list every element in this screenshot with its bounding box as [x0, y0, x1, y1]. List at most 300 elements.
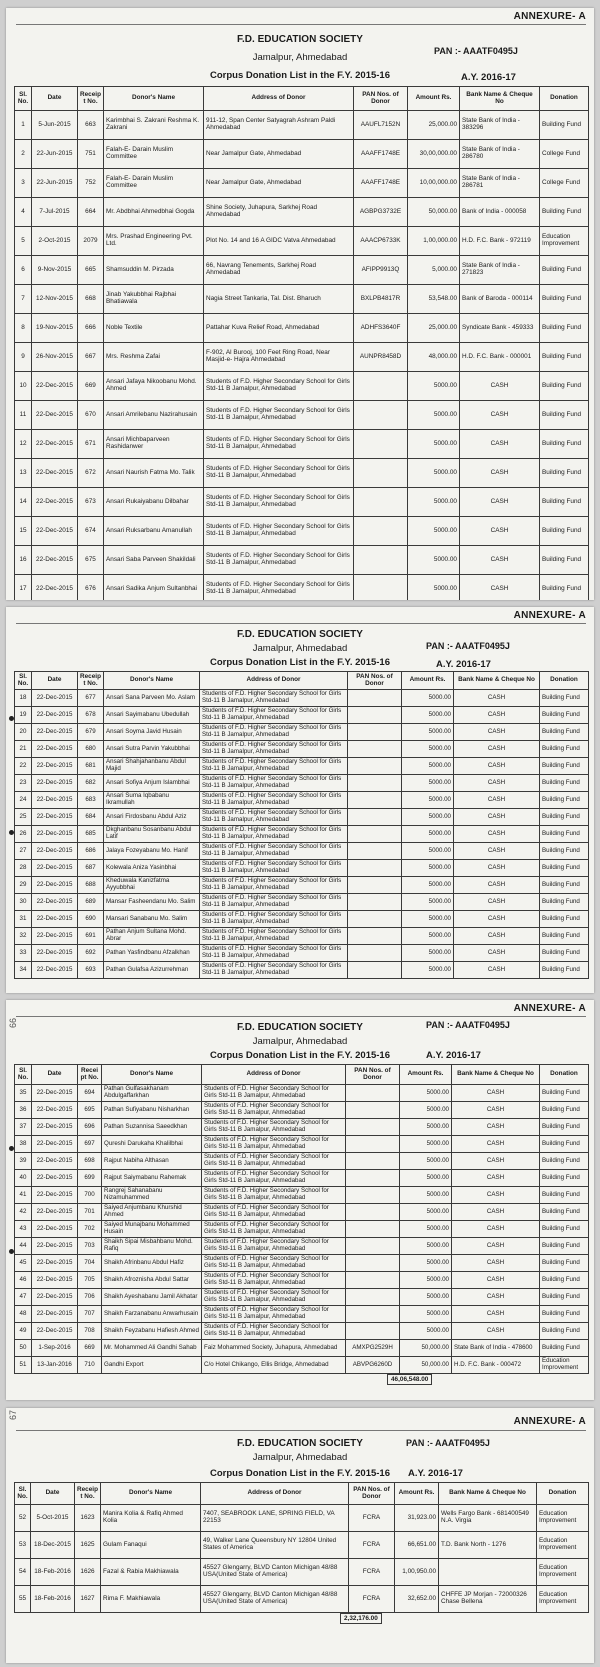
cell-receipt-no: 670 [78, 401, 104, 430]
cell-bank-cheque: CASH [454, 928, 540, 945]
cell-donor-address: 66, Navrang Tenements, Sarkhej Road Ahmedabad [204, 256, 354, 285]
col-donation-header: Donation [537, 1483, 589, 1505]
table-row [15, 1289, 589, 1306]
cell-date: 22-Dec-2015 [32, 928, 78, 945]
cell-bank-cheque: CASH [454, 707, 540, 724]
table-row [15, 1204, 589, 1221]
cell-amount: 5000.00 [400, 1153, 452, 1170]
cell-donation-type: Building Fund [540, 945, 589, 962]
cell-date: 22-Dec-2015 [32, 690, 78, 707]
table-row [15, 809, 589, 826]
col-pan-header: PAN Nos. of Donor [348, 672, 402, 690]
cell-donation-type: Building Fund [540, 1102, 589, 1119]
cell-receipt-no: 688 [78, 877, 104, 894]
cell-donor-name: Ansari Soyma Javid Husain [104, 724, 200, 741]
cell-date: 18-Dec-2015 [31, 1532, 75, 1559]
cell-date: 9-Nov-2015 [32, 256, 78, 285]
cell-sl-no: 33 [15, 945, 32, 962]
cell-bank-cheque: H.D. F.C. Bank - 000472 [452, 1357, 540, 1374]
page-number: 67 [8, 1409, 19, 1421]
cell-donation-type: Building Fund [540, 372, 589, 401]
cell-donation-type: Building Fund [540, 962, 589, 979]
cell-donor-address: Students of F.D. Higher Secondary School for Girls Std-11 B Jamalpur, Ahmedabad [202, 1272, 346, 1289]
cell-donor-address: Students of F.D. Higher Secondary School for Girls Std-11 B Jamalpur, Ahmedabad [204, 575, 354, 601]
cell-donor-name: Ansari Sadika Anjum Sultanbhai [104, 575, 204, 601]
col-date-header: Date [32, 87, 78, 111]
cell-donor-address: Students of F.D. Higher Secondary School for Girls Std-11 B Jamalpur, Ahmedabad [204, 546, 354, 575]
cell-receipt-no: 700 [78, 1187, 102, 1204]
cell-donation-type: Building Fund [540, 1272, 589, 1289]
cell-receipt-no: 706 [78, 1289, 102, 1306]
cell-date: 22-Dec-2015 [32, 1187, 78, 1204]
cell-receipt-no: 678 [78, 707, 104, 724]
cell-date: 22-Dec-2015 [32, 945, 78, 962]
society-name: F.D. EDUCATION SOCIETY [237, 1022, 363, 1033]
cell-bank-cheque: CASH [460, 430, 540, 459]
cell-date: 22-Dec-2015 [32, 758, 78, 775]
cell-receipt-no: 669 [78, 1340, 102, 1357]
cell-amount: 32,652.00 [395, 1586, 439, 1613]
cell-sl-no: 4 [15, 198, 32, 227]
cell-amount: 5000.00 [402, 826, 454, 843]
cell-amount: 5000.00 [402, 809, 454, 826]
table-row [15, 459, 589, 488]
table-row [15, 724, 589, 741]
cell-donor-address: Students of F.D. Higher Secondary School for Girls Std-11 B Jamalpur, Ahmedabad [202, 1323, 346, 1340]
cell-amount: 30,00,000.00 [408, 140, 460, 169]
col-amount-header: Amount Rs. [400, 1065, 452, 1085]
cell-pan [346, 1272, 400, 1289]
cell-donation-type: Building Fund [540, 1306, 589, 1323]
cell-sl-no: 21 [15, 741, 32, 758]
cell-sl-no: 20 [15, 724, 32, 741]
cell-bank-cheque [439, 1559, 537, 1586]
page-total: 46,06,548.00 [387, 1374, 432, 1385]
cell-sl-no: 17 [15, 575, 32, 601]
cell-bank-cheque: CASH [452, 1323, 540, 1340]
cell-donor-address: Students of F.D. Higher Secondary School for Girls Std-11 B Jamalpur, Ahmedabad [202, 1119, 346, 1136]
cell-donor-address: F-902, Al Burooj, 100 Feet Ring Road, Near Masjid-e- Hajra Ahmedabad [204, 343, 354, 372]
cell-donor-name: Rima F. Makhiawala [101, 1586, 201, 1613]
society-name: F.D. EDUCATION SOCIETY [237, 34, 363, 45]
cell-date: 22-Dec-2015 [32, 724, 78, 741]
cell-pan [346, 1187, 400, 1204]
cell-pan: AAUFL7152N [354, 111, 408, 140]
annexure-label: ANNEXURE- A [513, 11, 586, 22]
cell-pan [354, 575, 408, 601]
cell-donor-name: Ansari Suma Iqbabanu Ikramullah [104, 792, 200, 809]
cell-date: 22-Dec-2015 [32, 962, 78, 979]
cell-bank-cheque: CASH [454, 826, 540, 843]
list-title: Corpus Donation List in the F.Y. 2015-16 [209, 70, 390, 81]
cell-donor-address: Students of F.D. Higher Secondary School for Girls Std-11 B Jamalpur, Ahmedabad [200, 945, 348, 962]
table-row [15, 877, 589, 894]
cell-sl-no: 29 [15, 877, 32, 894]
cell-pan: AFIPP9913Q [354, 256, 408, 285]
divider [16, 1430, 586, 1431]
table-row [15, 430, 589, 459]
document-page-3 [6, 1000, 594, 1400]
cell-pan: FCRA [349, 1586, 395, 1613]
cell-date: 22-Dec-2015 [32, 826, 78, 843]
table-row [15, 1085, 589, 1102]
cell-bank-cheque: CASH [460, 401, 540, 430]
cell-bank-cheque: State Bank of India - 271823 [460, 256, 540, 285]
table-row [15, 1559, 589, 1586]
assessment-year: A.Y. 2016-17 [408, 1468, 463, 1479]
cell-bank-cheque: Bank of Baroda - 000114 [460, 285, 540, 314]
table-row [15, 343, 589, 372]
table-row [15, 1586, 589, 1613]
cell-sl-no: 12 [15, 430, 32, 459]
cell-donor-address: Students of F.D. Higher Secondary School for Girls Std-11 B Jamalpur, Ahmedabad [200, 928, 348, 945]
cell-sl-no: 48 [15, 1306, 32, 1323]
cell-receipt-no: 1627 [75, 1586, 101, 1613]
table-row [15, 1357, 589, 1374]
table-row [15, 792, 589, 809]
annexure-label: ANNEXURE- A [513, 1003, 586, 1014]
divider [16, 24, 586, 25]
cell-date: 22-Dec-2015 [32, 894, 78, 911]
cell-bank-cheque: CASH [454, 792, 540, 809]
cell-receipt-no: 682 [78, 775, 104, 792]
cell-date: 2-Oct-2015 [32, 227, 78, 256]
cell-bank-cheque: State Bank of India - 286781 [460, 169, 540, 198]
cell-receipt-no: 1626 [75, 1559, 101, 1586]
cell-sl-no: 52 [15, 1505, 31, 1532]
cell-sl-no: 15 [15, 517, 32, 546]
cell-bank-cheque: CHFFE JP Morjan - 72000326 Chase Bellena [439, 1586, 537, 1613]
city: Jamalpur, Ahmedabad [252, 52, 348, 63]
cell-pan [346, 1306, 400, 1323]
cell-donor-address: Shine Society, Juhapura, Sarkhej Road Ahmedabad [204, 198, 354, 227]
cell-sl-no: 6 [15, 256, 32, 285]
cell-date: 22-Dec-2015 [32, 1204, 78, 1221]
cell-receipt-no: 704 [78, 1255, 102, 1272]
cell-amount: 5000.00 [400, 1136, 452, 1153]
cell-date: 19-Nov-2015 [32, 314, 78, 343]
cell-donor-name: Ansari Michbaparveen Rashidanwer [104, 430, 204, 459]
cell-date: 12-Nov-2015 [32, 285, 78, 314]
cell-sl-no: 50 [15, 1340, 32, 1357]
cell-donation-type: Building Fund [540, 1153, 589, 1170]
cell-donor-name: Ansari Amrilebanu Nazirahusain [104, 401, 204, 430]
cell-sl-no: 46 [15, 1272, 32, 1289]
cell-receipt-no: 681 [78, 758, 104, 775]
cell-pan: ABVPG6260D [346, 1357, 400, 1374]
cell-donation-type: Building Fund [540, 741, 589, 758]
cell-donor-name: Shaikh Farzanabanu Anwarhusain [102, 1306, 202, 1323]
cell-donation-type: Building Fund [540, 911, 589, 928]
cell-receipt-no: 687 [78, 860, 104, 877]
cell-bank-cheque: CASH [460, 575, 540, 601]
cell-donor-name: Ansari Sana Parveen Mo. Aslam [104, 690, 200, 707]
cell-sl-no: 47 [15, 1289, 32, 1306]
cell-sl-no: 37 [15, 1119, 32, 1136]
cell-donation-type: Building Fund [540, 1221, 589, 1238]
cell-donor-address: Students of F.D. Higher Secondary School for Girls Std-11 B Jamalpur, Ahmedabad [204, 430, 354, 459]
col-bank-cheque-header: Bank Name & Cheque No [454, 672, 540, 690]
cell-receipt-no: 663 [78, 111, 104, 140]
cell-donor-name: Shaikh Sipai Misbahbanu Mohd. Rafiq [102, 1238, 202, 1255]
col-donor-name-header: Donor's Name [102, 1065, 202, 1085]
cell-bank-cheque: CASH [452, 1187, 540, 1204]
cell-date: 22-Dec-2015 [32, 372, 78, 401]
table-row [15, 488, 589, 517]
cell-date: 22-Dec-2015 [32, 1255, 78, 1272]
table-row [15, 546, 589, 575]
cell-amount: 66,651.00 [395, 1532, 439, 1559]
col-sl-no-header: Sl. No. [15, 1483, 31, 1505]
cell-amount: 5000.00 [400, 1102, 452, 1119]
table-row [15, 1187, 589, 1204]
cell-bank-cheque: CASH [452, 1204, 540, 1221]
cell-donor-name: Mrs. Prashad Engineering Pvt. Ltd. [104, 227, 204, 256]
cell-donor-address: 49, Walker Lane Queensbury NY 12804 United States of America [201, 1532, 349, 1559]
cell-amount: 48,000.00 [408, 343, 460, 372]
cell-receipt-no: 664 [78, 198, 104, 227]
cell-amount: 5000.00 [402, 724, 454, 741]
cell-amount: 5000.00 [408, 430, 460, 459]
cell-donor-address: Students of F.D. Higher Secondary School for Girls Std-11 B Jamalpur, Ahmedabad [200, 894, 348, 911]
col-donation-header: Donation [540, 672, 589, 690]
cell-date: 22-Dec-2015 [32, 1085, 78, 1102]
cell-sl-no: 30 [15, 894, 32, 911]
cell-donor-address: Students of F.D. Higher Secondary School for Girls Std-11 B Jamalpur, Ahmedabad [204, 459, 354, 488]
cell-receipt-no: 693 [78, 962, 104, 979]
cell-donor-name: Pathan Suzannisa Saeedkhan [102, 1119, 202, 1136]
cell-sl-no: 42 [15, 1204, 32, 1221]
cell-donor-name: Fazal & Rabia Makhiawala [101, 1559, 201, 1586]
cell-receipt-no: 696 [78, 1119, 102, 1136]
col-date-header: Date [32, 672, 78, 690]
cell-donation-type: Building Fund [540, 488, 589, 517]
cell-bank-cheque: CASH [452, 1238, 540, 1255]
col-donor-name-header: Donor's Name [101, 1483, 201, 1505]
cell-donor-address: Plot No. 14 and 16 A GIDC Vatva Ahmedabad [204, 227, 354, 256]
cell-receipt-no: 668 [78, 285, 104, 314]
cell-amount: 5000.00 [400, 1255, 452, 1272]
cell-donation-type: Building Fund [540, 1204, 589, 1221]
cell-date: 22-Dec-2015 [32, 707, 78, 724]
cell-donor-name: Saiyed Munajbanu Mohammed Husain [102, 1221, 202, 1238]
cell-donor-address: Students of F.D. Higher Secondary School for Girls Std-11 B Jamalpur, Ahmedabad [202, 1204, 346, 1221]
cell-amount: 5000.00 [402, 860, 454, 877]
cell-donor-address: Students of F.D. Higher Secondary School for Girls Std-11 B Jamalpur, Ahmedabad [202, 1136, 346, 1153]
cell-donation-type: Building Fund [540, 1238, 589, 1255]
cell-amount: 5000.00 [408, 372, 460, 401]
cell-donation-type: Education Improvement [537, 1586, 589, 1613]
cell-receipt-no: 673 [78, 488, 104, 517]
cell-date: 22-Dec-2015 [32, 1102, 78, 1119]
cell-bank-cheque: CASH [452, 1136, 540, 1153]
col-receipt-no-header: Receipt No. [78, 87, 104, 111]
cell-receipt-no: 690 [78, 911, 104, 928]
cell-donor-address: Students of F.D. Higher Secondary School for Girls Std-11 B Jamalpur, Ahmedabad [202, 1289, 346, 1306]
cell-bank-cheque: CASH [454, 860, 540, 877]
cell-pan [348, 928, 402, 945]
cell-donation-type: Building Fund [540, 809, 589, 826]
table-row [15, 826, 589, 843]
cell-donation-type: Building Fund [540, 1136, 589, 1153]
cell-sl-no: 18 [15, 690, 32, 707]
cell-donor-address: Students of F.D. Higher Secondary School for Girls Std-11 B Jamalpur, Ahmedabad [202, 1255, 346, 1272]
cell-donation-type: Education Improvement [537, 1559, 589, 1586]
assessment-year: A.Y. 2016-17 [436, 659, 491, 670]
cell-amount: 5000.00 [402, 945, 454, 962]
cell-donor-name: Gulam Fanaqui [101, 1532, 201, 1559]
cell-bank-cheque: CASH [452, 1306, 540, 1323]
page-total: 2,32,176.00 [340, 1613, 382, 1624]
cell-amount: 5000.00 [402, 843, 454, 860]
cell-donor-name: Qureshi Darukaha Khalilbhai [102, 1136, 202, 1153]
cell-date: 22-Dec-2015 [32, 1119, 78, 1136]
cell-bank-cheque: CASH [452, 1085, 540, 1102]
cell-donation-type: Building Fund [540, 1085, 589, 1102]
table-row [15, 707, 589, 724]
cell-bank-cheque: T.D. Bank North - 1276 [439, 1532, 537, 1559]
cell-donor-name: Shaikh Afrinbanu Abdul Hafiz [102, 1255, 202, 1272]
cell-donor-address: Students of F.D. Higher Secondary School for Girls Std-11 B Jamalpur, Ahmedabad [200, 707, 348, 724]
cell-date: 22-Dec-2015 [32, 843, 78, 860]
donation-table-4 [14, 1482, 589, 1613]
cell-donation-type: Building Fund [540, 401, 589, 430]
cell-sl-no: 25 [15, 809, 32, 826]
cell-donation-type: Building Fund [540, 198, 589, 227]
cell-receipt-no: 708 [78, 1323, 102, 1340]
cell-sl-no: 55 [15, 1586, 31, 1613]
col-date-header: Date [31, 1483, 75, 1505]
col-donor-address-header: Address of Donor [204, 87, 354, 111]
cell-bank-cheque: CASH [452, 1119, 540, 1136]
cell-donation-type: Building Fund [540, 707, 589, 724]
cell-donor-name: Ansari Naurish Fatma Mo. Talik [104, 459, 204, 488]
cell-pan: AUNPR8458D [354, 343, 408, 372]
cell-donor-name: Shaikh Feyzabanu Hafiesh Ahmed [102, 1323, 202, 1340]
cell-date: 22-Dec-2015 [32, 1153, 78, 1170]
cell-donor-address: 45527 Glengarry, BLVD Canton Michigan 48/88 USA(United State of America) [201, 1559, 349, 1586]
cell-pan [346, 1238, 400, 1255]
cell-sl-no: 44 [15, 1238, 32, 1255]
pan-number: PAN :- AAATF0495J [406, 1438, 490, 1448]
cell-bank-cheque: CASH [454, 877, 540, 894]
cell-bank-cheque: CASH [454, 962, 540, 979]
cell-donor-name: Mansari Sanabanu Mo. Salim [104, 911, 200, 928]
table-row [15, 1238, 589, 1255]
cell-pan [346, 1102, 400, 1119]
cell-bank-cheque: CASH [454, 775, 540, 792]
cell-pan [346, 1221, 400, 1238]
table-row [15, 741, 589, 758]
cell-sl-no: 35 [15, 1085, 32, 1102]
cell-bank-cheque: CASH [452, 1289, 540, 1306]
cell-donor-name: Ansari Sutra Parvin Yakubbhai [104, 741, 200, 758]
city: Jamalpur, Ahmedabad [252, 643, 348, 654]
list-title: Corpus Donation List in the F.Y. 2015-16 [209, 1468, 390, 1479]
cell-donation-type: Building Fund [540, 758, 589, 775]
cell-sl-no: 26 [15, 826, 32, 843]
cell-donor-address: Students of F.D. Higher Secondary School for Girls Std-11 B Jamalpur, Ahmedabad [202, 1102, 346, 1119]
table-row [15, 314, 589, 343]
divider [16, 1016, 586, 1017]
cell-sl-no: 24 [15, 792, 32, 809]
cell-donor-address: Students of F.D. Higher Secondary School for Girls Std-11 B Jamalpur, Ahmedabad [202, 1221, 346, 1238]
annexure-label: ANNEXURE- A [513, 610, 586, 621]
cell-donor-address: Near Jamalpur Gate, Ahmedabad [204, 169, 354, 198]
cell-bank-cheque: CASH [454, 894, 540, 911]
cell-amount: 5000.00 [400, 1204, 452, 1221]
cell-amount: 1,00,950.00 [395, 1559, 439, 1586]
cell-amount: 5000.00 [402, 690, 454, 707]
cell-date: 5-Oct-2015 [31, 1505, 75, 1532]
cell-amount: 5000.00 [402, 775, 454, 792]
cell-pan [348, 945, 402, 962]
cell-date: 22-Dec-2015 [32, 741, 78, 758]
cell-donation-type: Building Fund [540, 1340, 589, 1357]
cell-donation-type: Building Fund [540, 843, 589, 860]
cell-donation-type: Building Fund [540, 690, 589, 707]
cell-date: 22-Dec-2015 [32, 792, 78, 809]
cell-receipt-no: 686 [78, 843, 104, 860]
cell-pan [348, 894, 402, 911]
cell-sl-no: 40 [15, 1170, 32, 1187]
cell-donor-name: Ansari Ruksarbanu Amanullah [104, 517, 204, 546]
table-row [15, 1221, 589, 1238]
cell-donation-type: Building Fund [540, 775, 589, 792]
cell-donor-address: 911-12, Span Center Satyagrah Ashram Paldi Ahmedabad [204, 111, 354, 140]
cell-pan: BXLPB4817R [354, 285, 408, 314]
cell-bank-cheque: CASH [452, 1170, 540, 1187]
cell-donation-type: Building Fund [540, 724, 589, 741]
cell-bank-cheque: State Bank of India - 286780 [460, 140, 540, 169]
cell-donor-name: Mr. Mohammed Ali Gandhi Sahab [102, 1340, 202, 1357]
cell-sl-no: 54 [15, 1559, 31, 1586]
table-row [15, 758, 589, 775]
cell-pan [346, 1136, 400, 1153]
cell-donor-address: C/o Hotel Chikango, Ellis Bridge, Ahmedabad [202, 1357, 346, 1374]
cell-bank-cheque: CASH [452, 1221, 540, 1238]
cell-sl-no: 9 [15, 343, 32, 372]
cell-amount: 5000.00 [408, 517, 460, 546]
cell-donor-address: Students of F.D. Higher Secondary School for Girls Std-11 B Jamalpur, Ahmedabad [200, 690, 348, 707]
cell-sl-no: 5 [15, 227, 32, 256]
cell-date: 22-Dec-2015 [32, 1238, 78, 1255]
cell-donor-name: Ansari Saba Parveen Shakildali [104, 546, 204, 575]
cell-receipt-no: 665 [78, 256, 104, 285]
cell-donation-type: Building Fund [540, 1187, 589, 1204]
cell-donor-name: Kheduwala Kanizfatma Ayyubbhai [104, 877, 200, 894]
cell-donor-address: Students of F.D. Higher Secondary School for Girls Std-11 B Jamalpur, Ahmedabad [200, 792, 348, 809]
table-row [15, 401, 589, 430]
cell-date: 22-Dec-2015 [32, 546, 78, 575]
assessment-year: A.Y. 2016-17 [426, 1050, 481, 1061]
cell-donor-name: Rajput Saiymabanu Rahemak [102, 1170, 202, 1187]
pan-number: PAN :- AAATF0495J [426, 1020, 510, 1030]
cell-receipt-no: 692 [78, 945, 104, 962]
document-page-1 [6, 8, 594, 600]
cell-date: 22-Dec-2015 [32, 575, 78, 601]
cell-amount: 5000.00 [402, 741, 454, 758]
cell-pan [348, 962, 402, 979]
annexure-label: ANNEXURE- A [513, 1416, 586, 1427]
col-donor-address-header: Address of Donor [201, 1483, 349, 1505]
table-row [15, 140, 589, 169]
cell-donor-address: Pattahar Kuva Relief Road, Ahmedabad [204, 314, 354, 343]
cell-donation-type: Building Fund [540, 792, 589, 809]
col-pan-header: PAN Nos. of Donor [346, 1065, 400, 1085]
cell-bank-cheque: CASH [452, 1153, 540, 1170]
cell-date: 18-Feb-2016 [31, 1559, 75, 1586]
